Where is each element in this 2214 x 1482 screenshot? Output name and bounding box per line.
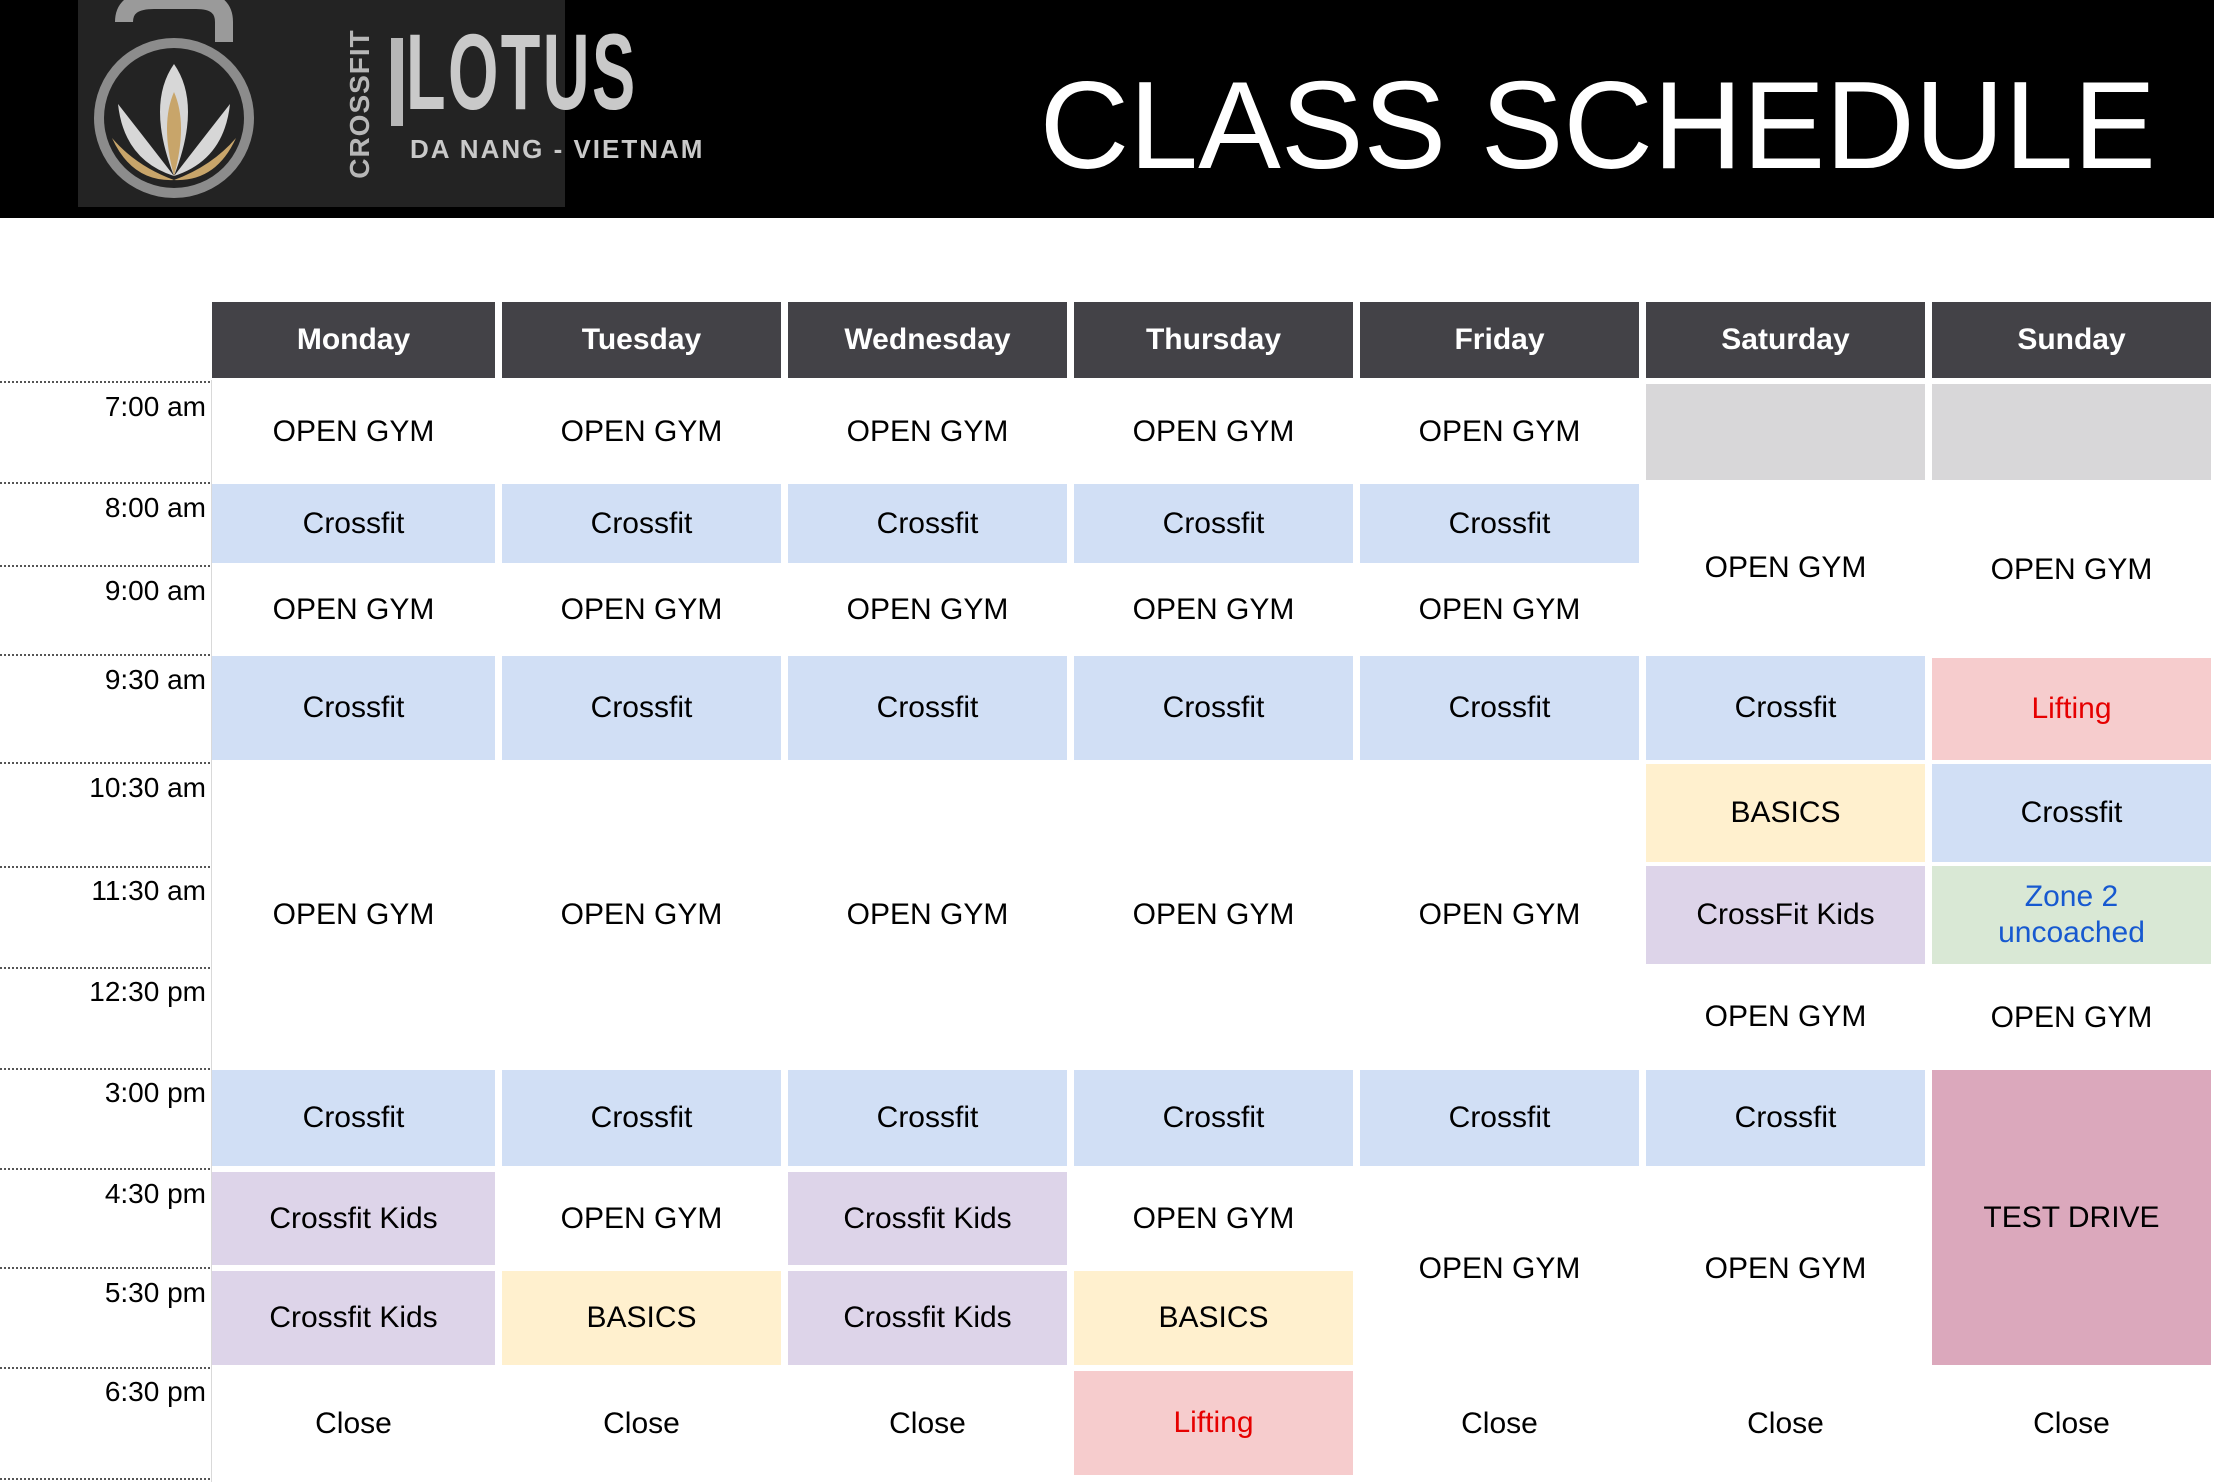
class-open-gym: OPEN GYM <box>1132 592 1295 626</box>
class-crossfit: Crossfit <box>788 1070 1067 1166</box>
class-open-gym: OPEN GYM <box>560 592 723 626</box>
class-crossfit: Crossfit <box>212 1070 495 1166</box>
class-open-gym: OPEN GYM <box>272 415 435 448</box>
class-open-gym: OPEN GYM <box>272 898 435 931</box>
class-crossfit: Crossfit <box>1360 1070 1639 1166</box>
class-close: Close <box>1747 1407 1824 1440</box>
day-header-tuesday: Tuesday <box>502 302 781 378</box>
class-close: Close <box>1461 1407 1538 1440</box>
day-header-sunday: Sunday <box>1932 302 2211 378</box>
class-crossfit: Crossfit <box>1074 484 1353 563</box>
class-open-gym: OPEN GYM <box>1704 1000 1867 1033</box>
time-label: 12:30 pm <box>89 976 206 1007</box>
time-rule <box>0 866 210 868</box>
time-label: 8:00 am <box>104 492 206 523</box>
class-open-gym: OPEN GYM <box>1418 592 1581 626</box>
class-open-gym: OPEN GYM <box>1990 553 2153 586</box>
class-open-gym: OPEN GYM <box>846 415 1009 448</box>
class-open-gym: OPEN GYM <box>846 592 1009 626</box>
class-open-gym: OPEN GYM <box>272 592 435 626</box>
time-label: 5:30 pm <box>104 1277 206 1308</box>
class-open-gym: OPEN GYM <box>560 415 723 448</box>
class-crossfit: Crossfit <box>1360 656 1639 760</box>
class-crossfit: Crossfit <box>1360 484 1639 563</box>
time-label: 7:00 am <box>104 391 206 422</box>
day-header-friday: Friday <box>1360 302 1639 378</box>
class-open-gym: OPEN GYM <box>1132 1201 1295 1235</box>
time-label: 9:00 am <box>104 575 206 606</box>
class-open-gym: OPEN GYM <box>560 898 723 931</box>
time-label: 9:30 am <box>104 664 206 695</box>
class-closed-slot <box>1646 384 1925 480</box>
class-crossfit: Crossfit <box>788 656 1067 760</box>
class-crossfit-kids: Crossfit Kids <box>212 1172 495 1265</box>
logo-brand-text: LOTUS <box>406 11 638 132</box>
time-rule <box>0 1367 210 1369</box>
class-open-gym: OPEN GYM <box>1132 898 1295 931</box>
class-crossfit: Crossfit <box>502 1070 781 1166</box>
time-rule <box>0 1267 210 1269</box>
class-test-drive: TEST DRIVE <box>1932 1070 2211 1365</box>
class-lifting: Lifting <box>1074 1371 1353 1475</box>
kettlebell-lotus-icon <box>84 0 264 207</box>
page-title: CLASS SCHEDULE <box>1039 57 2156 195</box>
class-open-gym: OPEN GYM <box>1132 415 1295 448</box>
time-label: 3:00 pm <box>104 1077 206 1108</box>
class-crossfit: Crossfit <box>212 484 495 563</box>
class-open-gym: OPEN GYM <box>1418 415 1581 448</box>
class-close: Close <box>2033 1407 2110 1440</box>
class-close: Close <box>315 1407 392 1440</box>
time-rule <box>0 1168 210 1170</box>
day-header-saturday: Saturday <box>1646 302 1925 378</box>
class-open-gym: OPEN GYM <box>560 1201 723 1235</box>
class-zone-2-uncoached: Zone 2 uncoached <box>1932 866 2211 964</box>
class-open-gym: OPEN GYM <box>1418 898 1581 931</box>
class-basics: BASICS <box>502 1271 781 1365</box>
time-rule <box>0 1478 210 1480</box>
gym-logo <box>78 0 705 207</box>
class-crossfit: Crossfit <box>1932 764 2211 862</box>
time-label: 4:30 pm <box>104 1178 206 1209</box>
class-crossfit-kids: Crossfit Kids <box>788 1172 1067 1265</box>
class-close: Close <box>603 1407 680 1440</box>
page-header <box>0 0 2214 218</box>
class-crossfit: Crossfit <box>212 656 495 760</box>
class-open-gym: OPEN GYM <box>1418 1251 1581 1285</box>
class-crossfit-kids: Crossfit Kids <box>788 1271 1067 1365</box>
time-label: 11:30 am <box>91 875 206 906</box>
class-open-gym: OPEN GYM <box>846 898 1009 931</box>
class-crossfit: Crossfit <box>502 656 781 760</box>
class-closed-slot <box>1932 384 2211 480</box>
class-crossfit: Crossfit <box>1074 1070 1353 1166</box>
day-header-wednesday: Wednesday <box>788 302 1067 378</box>
time-rule <box>0 762 210 764</box>
day-header-thursday: Thursday <box>1074 302 1353 378</box>
class-crossfit: Crossfit <box>788 484 1067 563</box>
logo-divider <box>391 38 403 126</box>
day-header-monday: Monday <box>212 302 495 378</box>
class-crossfit: Crossfit <box>1074 656 1353 760</box>
class-crossfit: Crossfit <box>1646 1070 1925 1166</box>
time-rule <box>0 565 210 567</box>
class-basics: BASICS <box>1646 764 1925 862</box>
class-close: Close <box>889 1407 966 1440</box>
class-crossfit: Crossfit <box>502 484 781 563</box>
time-rule <box>0 654 210 656</box>
class-basics: BASICS <box>1074 1271 1353 1365</box>
time-rule <box>0 482 210 484</box>
class-open-gym: OPEN GYM <box>1704 1251 1867 1285</box>
time-label: 10:30 am <box>89 772 206 803</box>
logo-location-text: DA NANG - VIETNAM <box>410 134 705 164</box>
time-rule <box>0 967 210 969</box>
class-lifting: Lifting <box>1932 658 2211 760</box>
class-crossfit-kids: Crossfit Kids <box>212 1271 495 1365</box>
class-crossfit: Crossfit <box>1646 656 1925 760</box>
class-crossfit-kids: CrossFit Kids <box>1646 866 1925 964</box>
time-label: 6:30 pm <box>104 1376 206 1407</box>
class-open-gym: OPEN GYM <box>1990 1001 2153 1034</box>
logo-crossfit-text: CROSSFIT <box>344 29 375 179</box>
class-open-gym: OPEN GYM <box>1704 551 1867 584</box>
time-rule <box>0 381 210 383</box>
time-rule <box>0 1068 210 1070</box>
